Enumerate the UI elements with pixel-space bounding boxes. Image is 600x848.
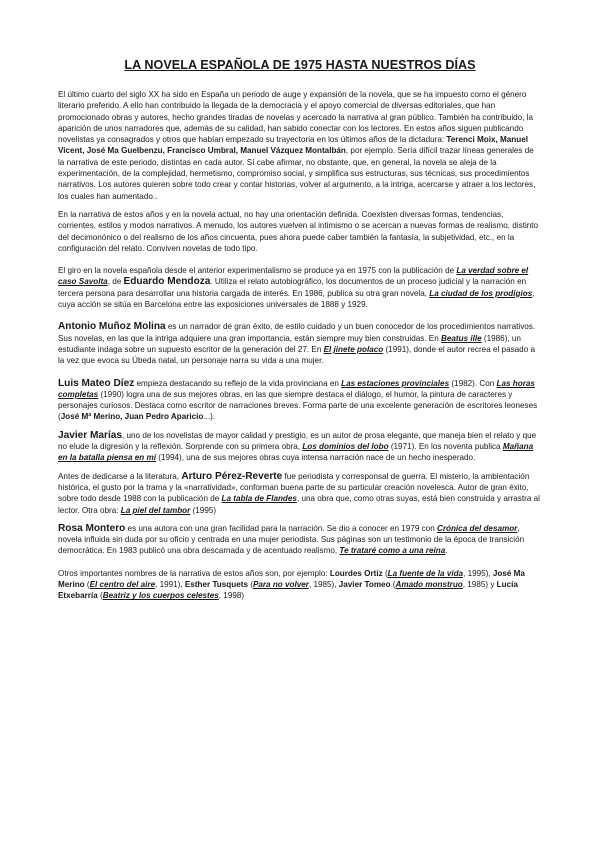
montero-text-3: . [445,546,448,556]
author-names: José Mª Merino, Juan Pedro Aparicio [60,412,204,422]
work-title: Los dominios del lobo [302,442,389,452]
marias-text-2: (1971). En los noventa publica [388,442,503,452]
mendoza-paragraph [58,265,542,310]
work-year: , 1985) y [462,579,497,589]
marias-paragraph [58,430,542,464]
other-authors-paragraph: Otros importantes nombres de la narrativa de estos años son, por ejemplo: Lourdes Ortiz (La fuente de la vida, 1995), José Ma Merino (El centro del aire, 1991), Esther Tusquets (Para no volver, 1985), Javier Tomeo (Amado monstruo, 1985) y Lucía Etxebarría (Beatriz y los cuerpos celestes, 1998) [58,568,525,601]
author-name: Lourdes Ortiz [329,568,383,578]
montero-text-2: , novela influida sin duda por su oficio y centrada en una mujer periodista. Sus páginas son un testimonio de la época de transición democrática. En 1983 publicó una obra descarnada y de acentuado realismo, [58,523,525,556]
author-name: Javier Tomeo [338,579,391,589]
mendoza-text-2: , de [107,277,124,287]
work-year: , 1995), [463,568,493,578]
author-name: Javier Marías [58,429,122,441]
work-title: Amado monstruo [395,579,463,589]
intro-paragraph [58,89,542,202]
work-title: La tabla de Flandes [221,494,297,504]
intro-text-continued: , por ejemplo. Sería difícil trazar líneas generales de la narrativa de este periodo, distintas en cada autor. Sí cabe afirmar, no obstante, que, en general, la novela se aleja de la experimentación, de la complejidad, hermetismo, compromiso social, y simplifica sus estructuras, sus técnicas, sus procedimientos narrativos. Los autores quieren sobre todo crear y contar historias, volver al argumento, a la intriga, acercarse y atraer a los lectores, los cuales han aumentado.. [58,146,536,201]
montero-paragraph [58,523,542,557]
diez-text-2: (1982). Con [449,378,497,388]
work-title: Mañana en la batalla piensa en mí [58,442,534,463]
otros-text: Otros importantes nombres de la narrativa de estos años son, por ejemplo: [58,568,330,578]
perez-text-1: Antes de dedicarse a la literatura, [58,471,182,481]
mateo-diez-paragraph [58,378,542,423]
perez-text-4: (1995) [190,505,217,515]
montero-text-1: es una autora con una gran facilidad para la narración. Se dio a conocer en 1979 con [125,523,437,533]
author-name: Antonio Muñoz Molina [58,321,166,333]
intro-text: El último cuarto del siglo XX ha sido en España un periodo de auge y expansión de la novela, que se ha impuesto como el género literario preferido. A ello han contribuido la llegada de la democracia y el apoyo comercial de diversas editoriales, que han promocionado obras y autores, hecho grandes tiradas de novelas y acercado la narrativa al gran público. También ha contribuido, la aparición de unos narradores que, además de su calidad, han sabido conectar con los lectores. En estos años siguen publicando novelistas ya consagrados y otros que habían empezado su trayectoria en los últimos años de la dictadura: [58,90,533,145]
work-title: Te trataré como a una reina [339,546,446,556]
work-title: Beatus ille [441,333,482,343]
author-name: Esther Tusquets [184,579,248,589]
perez-reverte-paragraph [58,471,542,516]
work-title: Las horas completas [58,378,535,399]
work-title: La piel del tambor [120,505,191,515]
mendoza-text-3: . Utiliza el relato autobiográfico, los documentos de un proceso judicial y la narración en tercera persona para desarrollar una historia cargada de interés. En 1986, publica su otra gran novela, [58,277,527,298]
work-year: , 1991), [155,579,185,589]
author-name: Rosa Montero [58,522,126,534]
author-name: Lucía Etxebarría [58,579,518,601]
author-name: José Ma Merino [58,568,525,589]
work-title: La ciudad de los prodigios [429,288,533,298]
page-title: LA NOVELA ESPAÑOLA DE 1975 HASTA NUESTROS DÍAS [124,58,476,72]
marias-text-3: (1994), una de sus mejores obras cuya intensa narración nace de un hecho inesperado. [156,453,476,463]
work-title: El centro del aire [89,579,156,589]
work-title: La verdad sobre el caso Savolta [58,266,529,287]
marias-text-1: , uno de los novelistas de mayor calidad y prestigio, es un autor de prosa elegante, que maneja bien el relato y que no elude la digresión y la reflexión. Sorprende con su primera obra, [58,430,537,452]
trends-paragraph: En la narrativa de estos años y en la novela actual, no hay una orientación definida. Coexisten diversas formas, tendencias, corrientes, estilos y modos narrativos. A menudo, los autores vuelven al intimismo o se acercan a nuevas formas de realismo, distinto del decimonónico o del realismo de los años cincuenta, pues ahora puede caber también la fantasía, la subjetividad, etc., en la configuración del relato. Conviven novelas de todo tipo. [58,209,539,253]
work-year: , 1998) [218,591,245,601]
munoz-molina-paragraph [58,321,542,366]
author-name: Arturo Pérez-Reverte [181,470,283,482]
work-title: La fuente de la vida [387,568,464,578]
work-year: , 1985), [308,579,339,589]
munoz-text-2: (1986), un estudiante indaga sobre un supuesto escritor de la generación del 27. En [58,333,521,354]
work-title: Las estaciones provinciales [341,378,450,388]
mendoza-text-4: , cuya acción se sitúa en Barcelona entre las exposiciones universales de 1888 y 1929. [58,288,535,310]
perez-text-2: fue periodista y corresponsal de guerra. El misterio, la ambientación histórica, el gusto por la trama y la «narratividad», conforman buena parte de su particular creación novelesca. Autor de gran éxito, sobre todo desde 1988 con la publicación de [58,471,530,504]
perez-text-3: , una obra que, como otras suyas, está bien construida y arrastra al lector. Otra obra: [58,494,540,515]
mendoza-text-1: El giro en la novela española desde el anterior experimentalismo se produce ya en 1975 con la publicación de [58,266,457,276]
munoz-text-3: (1991), donde el autor recrea el pasado a la vez que evoca su Úbeda natal, un personaje narra su vida a una mujer. [58,344,535,366]
work-title: Beatriz y los cuerpos celestes [102,591,219,601]
work-title: Para no volver [252,579,309,589]
munoz-text-1: es un narrador de gran éxito, de estilo cuidado y un buen conocedor de los procedimientos narrativos. Sus novelas, en las que la intriga adquiere una gran importancia, están siempre muy bien construidas. En [58,322,536,343]
work-title: El jinete polaco [323,344,384,354]
intro-author-names: Terenci Moix, Manuel Vicent, José Ma Guelbenzu, Francisco Umbral, Manuel Vázquez Montalbán [58,135,528,156]
author-name: Luis Mateo Díez [58,377,135,389]
work-title: Crónica del desamor [436,523,518,533]
diez-text-1: empieza destacando su reflejo de la vida provinciana en [134,378,342,388]
diez-text-4: ...). [203,412,216,422]
author-name: Eduardo Mendoza [123,276,211,288]
diez-text-3: (1990) logra una de sus mejores obras, en las que siempre destaca el diálogo, el humor, la pintura de caracteres y personajes curiosos. Destaca como escritor de narraciones breves. Forma parte de una excelente generación de escritores leoneses ( [58,389,538,422]
